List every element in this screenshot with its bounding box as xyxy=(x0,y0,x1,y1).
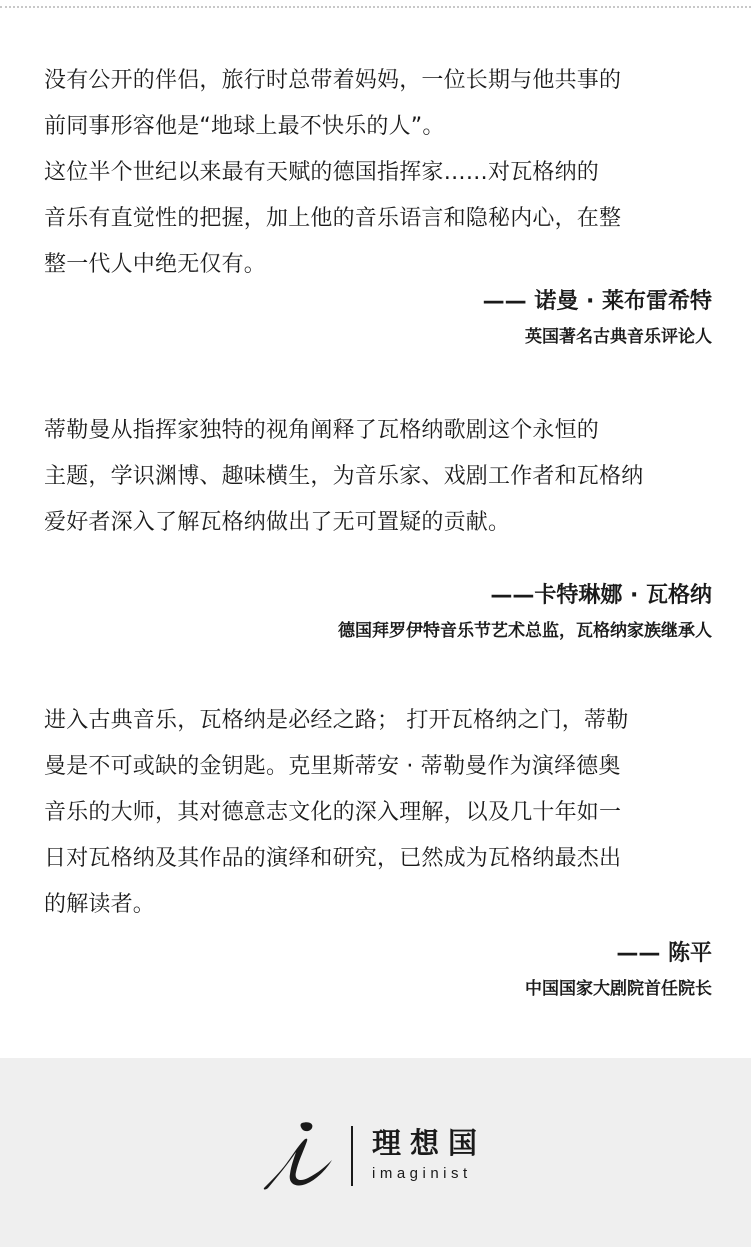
quote-block xyxy=(44,58,712,288)
quote-line: 这位半个世纪以来最有天赋的德国指挥家……对瓦格纳的 xyxy=(44,160,600,185)
publisher-brand xyxy=(262,1120,502,1192)
quote-line: 蒂勒曼从指挥家独特的视角阐释了瓦格纳歌剧这个永恒的 xyxy=(44,418,600,443)
quote-block xyxy=(44,698,712,928)
brand-name-cn: 理想国 xyxy=(372,1126,487,1160)
quote-attribution xyxy=(44,580,712,644)
quote-line: 曼是不可或缺的金钥匙。克里斯蒂安 · 蒂勒曼作为演绎德奥 xyxy=(44,754,621,779)
brand-divider xyxy=(351,1126,353,1186)
quote-line: 整一代人中绝无仅有。 xyxy=(44,252,267,277)
quote-line: 没有公开的伴侣，旅行时总带着妈妈，一位长期与他共事的 xyxy=(44,68,622,93)
attribution-title: 德国拜罗伊特音乐节艺术总监，瓦格纳家族继承人 xyxy=(338,621,712,641)
publisher-footer xyxy=(0,1058,751,1247)
imaginist-i-logo-icon xyxy=(262,1120,340,1192)
quote-line: 进入古典音乐，瓦格纳是必经之路； 打开瓦格纳之门，蒂勒 xyxy=(44,708,629,733)
attribution-name: ——卡特琳娜 · 瓦格纳 xyxy=(490,583,712,608)
quote-attribution xyxy=(44,286,712,350)
quote-line: 前同事形容他是“地球上最不快乐的人”。 xyxy=(44,114,445,139)
quote-line: 音乐的大师，其对德意志文化的深入理解，以及几十年如一 xyxy=(44,800,622,825)
top-dotted-divider xyxy=(0,6,751,8)
quote-block xyxy=(44,408,712,546)
attribution-title: 英国著名古典音乐评论人 xyxy=(525,327,712,347)
quote-line: 日对瓦格纳及其作品的演绎和研究，已然成为瓦格纳最杰出 xyxy=(44,846,622,871)
quote-line: 爱好者深入了解瓦格纳做出了无可置疑的贡献。 xyxy=(44,510,511,535)
attribution-title: 中国国家大剧院首任院长 xyxy=(525,979,712,999)
quote-attribution xyxy=(44,938,712,1002)
quote-line: 的解读者。 xyxy=(44,892,156,917)
quote-line: 主题，学识渊博、趣味横生，为音乐家、戏剧工作者和瓦格纳 xyxy=(44,464,644,489)
quote-line: 音乐有直觉性的把握，加上他的音乐语言和隐秘内心，在整 xyxy=(44,206,622,231)
brand-name-en: imaginist xyxy=(372,1165,472,1182)
attribution-name: —— 诺曼 · 莱布雷希特 xyxy=(482,289,712,314)
attribution-name: —— 陈平 xyxy=(616,941,712,966)
